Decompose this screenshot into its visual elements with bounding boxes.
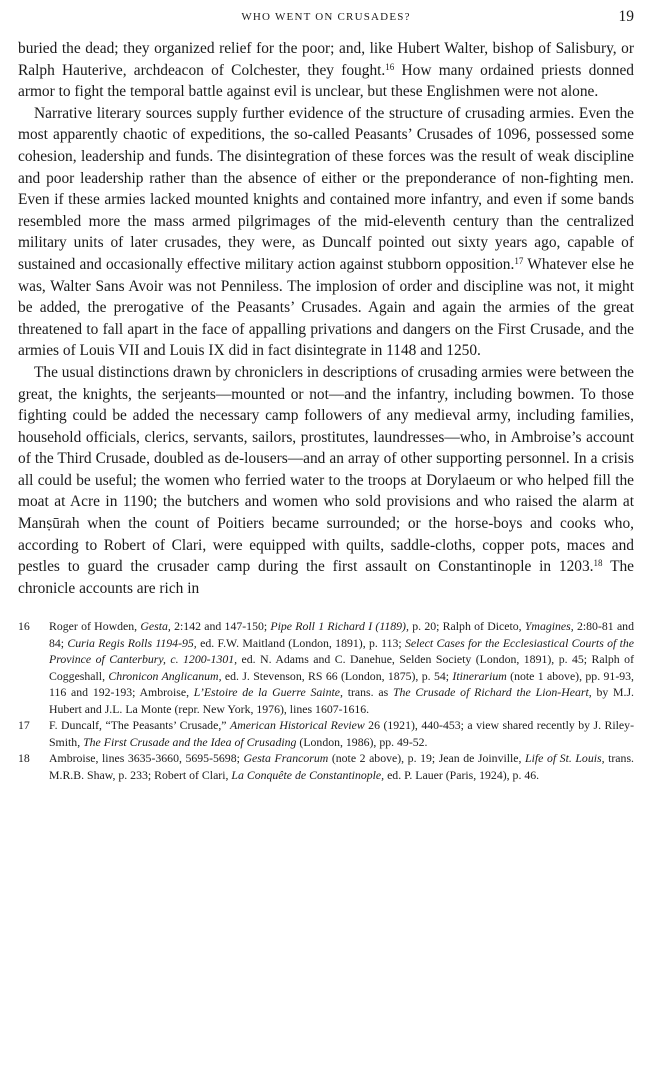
footnote-17 bbox=[18, 717, 634, 750]
paragraph-2 bbox=[18, 103, 634, 362]
text-run: Whatever else he was, Walter Sans Avoir was not Penniless. The implosion of order and discipline was not, it might be added, the prerogative of the Peasants’ Crusades. Again and again the armies of the great threatened to fall apart in the face of appalling privations and dangers on the First Crusade, and the armies of Louis VII and Louis IX did in fact disintegrate in 1148 and 1250. bbox=[18, 255, 635, 360]
text-run: (London, 1986), pp. 49-52. bbox=[296, 734, 428, 749]
footnote-text bbox=[49, 750, 634, 783]
paragraph-1 bbox=[18, 38, 634, 103]
italic-title: Pipe Roll 1 Richard I (1189), bbox=[270, 619, 409, 634]
footnote-number: 16 bbox=[18, 619, 30, 634]
italic-title: Life of St. Louis, bbox=[525, 751, 605, 766]
text-run: Ambroise, lines 3635-3660, 5695-5698; bbox=[49, 751, 244, 766]
footnotes bbox=[18, 618, 634, 783]
italic-title: Itinerarium bbox=[452, 668, 507, 683]
running-head: WHO WENT ON CRUSADES? bbox=[241, 11, 411, 23]
footnote-ref: 18 bbox=[593, 558, 603, 569]
body-text bbox=[18, 38, 634, 599]
text-run: ed. N. Adams and C. Danehue, Selden Society (London, 1891), p. 45; Ralph of Coggeshall, bbox=[49, 652, 634, 683]
text-run: F. Duncalf, “The Peasants’ Crusade,” bbox=[49, 718, 230, 733]
text-run: 26 (1921), 440-453; a view shared recently by J. Riley-Smith, bbox=[49, 718, 634, 749]
footnote-ref: 17 bbox=[514, 255, 524, 266]
text-run: trans. M.R.B. Shaw, p. 233; Robert of Clari, bbox=[49, 751, 634, 782]
page-header bbox=[18, 8, 634, 32]
italic-title: Gesta, bbox=[140, 619, 171, 634]
italic-title: American Historical Review bbox=[229, 718, 365, 733]
italic-title: L’Estoire de la Guerre Sainte, bbox=[193, 685, 343, 700]
italic-title: The Crusade of Richard the Lion-Heart, bbox=[392, 685, 592, 700]
text-run: p. 20; Ralph of Diceto, bbox=[408, 619, 525, 634]
footnote-text bbox=[49, 618, 634, 717]
text-run: ed. F.W. Maitland (London, 1891), p. 113; bbox=[196, 635, 406, 650]
text-run: How many ordained priests donned armor to fight the temporal battle against evil is unclear, but these Englishmen were not alone. bbox=[18, 61, 634, 101]
footnote-ref: 16 bbox=[385, 61, 395, 72]
text-run: by M.J. Hubert and J.L. La Monte (repr. New York, 1976), lines 1607-1616. bbox=[49, 685, 634, 716]
text-run: Narrative literary sources supply further evidence of the structure of crusading armies. Even the most apparently chaotic of expeditions, the so-called Peasants’ Crusades of 1096, possessed some cohesion, leadership and funds. The disintegration of these forces was the result of weak discipline and poor leadership rather than the absence of either or the preponderance of non-fighting men. Even if these armies lacked mounted knights and contained more infantry, and even if some bands resembled more the mass armed pilgrimages of the mid-eleventh century than the centralized military units of later crusades, they were, as Duncalf pointed out sixty years ago, capable of sustained and occasionally effective military action against stubborn opposition. bbox=[18, 104, 634, 273]
text-run: (note 2 above), p. 19; Jean de Joinville, bbox=[328, 751, 526, 766]
footnote-number: 18 bbox=[18, 751, 30, 766]
text-run: trans. as bbox=[342, 685, 393, 700]
italic-title: Chronicon Anglicanum, bbox=[108, 668, 222, 683]
footnote-18 bbox=[18, 750, 634, 783]
italic-title: La Conquête de Constantinople, bbox=[231, 767, 385, 782]
footnote-number: 17 bbox=[18, 718, 30, 733]
italic-title: Ymagines, bbox=[524, 619, 574, 634]
paragraph-3 bbox=[18, 362, 634, 600]
text-run: 2:80-81 and 84; bbox=[49, 619, 634, 650]
italic-title: Gesta Francorum bbox=[243, 751, 329, 766]
text-run: The chronicle accounts are rich in bbox=[18, 558, 635, 597]
text-run: ed. P. Lauer (Paris, 1924), p. 46. bbox=[384, 767, 540, 782]
italic-title: Curia Regis Rolls 1194-95, bbox=[67, 635, 197, 650]
text-run: ed. J. Stevenson, RS 66 (London, 1875), p. 54; bbox=[221, 668, 453, 683]
italic-title: Select Cases for the Ecclesiastical Courts of the Province of Canterbury, c. 1200-1301, bbox=[49, 635, 635, 667]
footnote-text bbox=[49, 717, 634, 750]
text-run: Roger of Howden, bbox=[49, 619, 141, 634]
italic-title: The First Crusade and the Idea of Crusading bbox=[83, 734, 297, 749]
footnote-16 bbox=[18, 618, 634, 717]
text-run: 2:142 and 147-150; bbox=[170, 619, 271, 634]
book-page bbox=[18, 8, 634, 783]
text-run: (note 1 above), pp. 91-93, 116 and 192-193; Ambroise, bbox=[49, 668, 634, 700]
text-run: The usual distinctions drawn by chroniclers in descriptions of crusading armies were between the great, the knights, the serjeants—mounted or not—and the infantry, including bowmen. To those fighting could be added the necessary camp followers of any medieval army, including families, household officials, clerics, servants, sailors, prostitutes, laundresses—who, in Ambroise’s account of the Third Crusade, doubled as de-lousers—and an array of other supporting personnel. In a crisis all could be useful; the women who ferried water to the troops at Dorylaeum or who helped fill the moat at Acre in 1190; the butchers and women who sold provisions and who raised the alarm at Manṣūrah when the count of Poitiers became surrounded; or the horse-boys and cooks who, according to Robert of Clari, were equipped with quilts, saddle-cloths, copper pots, maces and pestles to guard the crusader camp during the first assault on Constantinople in 1203. bbox=[18, 363, 634, 576]
page-number: 19 bbox=[618, 8, 634, 25]
text-run: buried the dead; they organized relief for the poor; and, like Hubert Walter, bishop of Salisbury, or Ralph Hauterive, archdeacon of Colchester, they fought. bbox=[18, 40, 634, 79]
